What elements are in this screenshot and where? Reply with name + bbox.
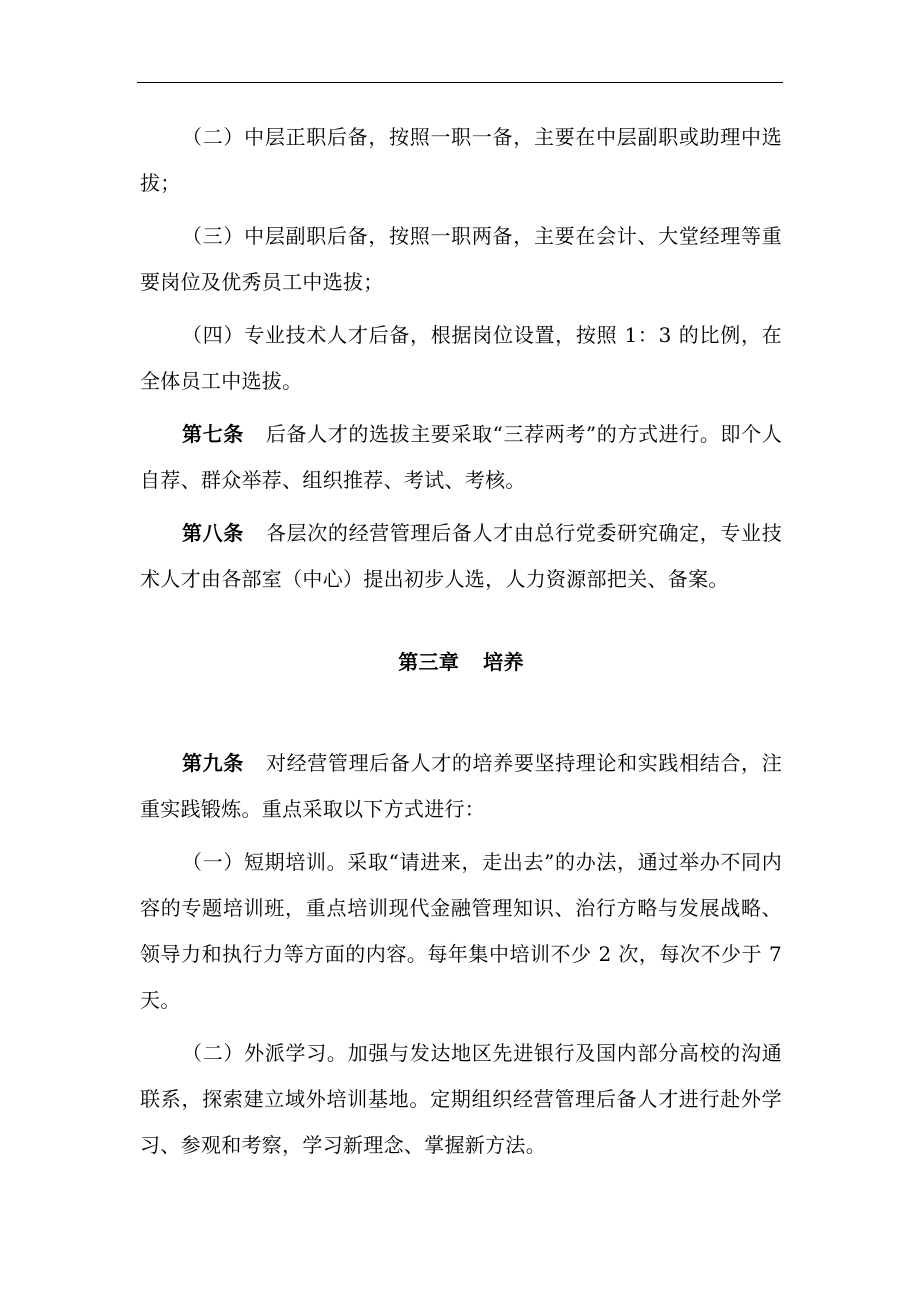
chapter-number: 第三章 (398, 650, 460, 674)
paragraph-middle-level-principal-reserve (140, 114, 782, 206)
article-text: 后备人才的选拔主要采取“三荐两考”的方式进行。即个人自荐、群众举荐、组织推荐、考试、考核。 (140, 422, 783, 492)
paragraph-text: （四）专业技术人才后备，根据岗位设置，按照 1：3 的比例，在全体员工中选拔。 (140, 323, 782, 393)
paragraph-external-study (140, 1030, 782, 1168)
article-label: 第七条 (182, 422, 244, 446)
paragraph-text: （一）短期培训。采取“请进来，走出去”的办法，通过举办不同内容的专题培训班，重点培训现代金融管理知识、治行方略与发展战略、领导力和执行力等方面的内容。每年集中培训不少 2 次，每次不少于 7 天。 (140, 850, 782, 1012)
paragraph-technical-talent-reserve (140, 312, 782, 404)
chapter-heading (140, 639, 782, 685)
article-7 (140, 411, 782, 503)
article-9 (140, 740, 782, 832)
paragraph-middle-level-deputy-reserve (140, 213, 782, 305)
article-8 (140, 510, 782, 602)
chapter-title: 培养 (483, 650, 524, 674)
paragraph-short-term-training (140, 839, 782, 1023)
article-label: 第八条 (182, 521, 244, 545)
article-text: 各层次的经营管理后备人才由总行党委研究确定，专业技术人才由各部室（中心）提出初步人选，人力资源部把关、备案。 (140, 521, 782, 591)
paragraph-text: （三）中层副职后备，按照一职两备，主要在会计、大堂经理等重要岗位及优秀员工中选拔； (140, 224, 782, 294)
article-label: 第九条 (182, 751, 244, 775)
article-text: 对经营管理后备人才的培养要坚持理论和实践相结合，注重实践锻炼。重点采取以下方式进行： (140, 751, 782, 821)
document-body (140, 114, 782, 1168)
header-rule (137, 82, 783, 83)
paragraph-text: （二）外派学习。加强与发达地区先进银行及国内部分高校的沟通联系，探索建立域外培训基地。定期组织经营管理后备人才进行赴外学习、参观和考察，学习新理念、掌握新方法。 (140, 1041, 782, 1157)
paragraph-text: （二）中层正职后备，按照一职一备，主要在中层副职或助理中选拔； (140, 125, 782, 195)
